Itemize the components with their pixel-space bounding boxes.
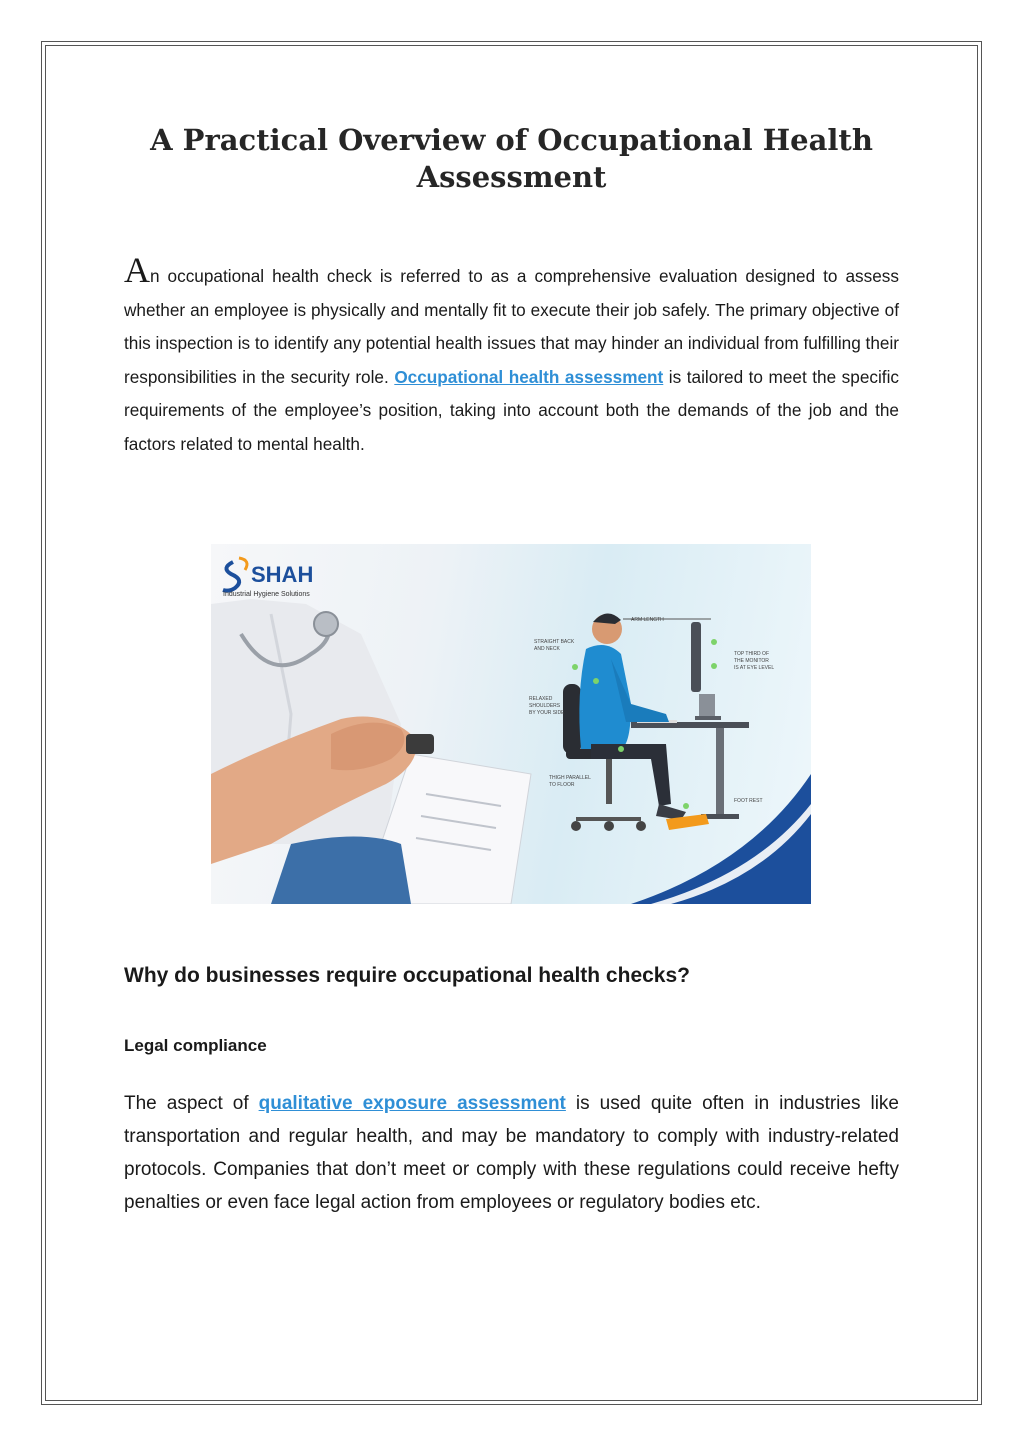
intro-paragraph [124, 250, 899, 461]
stethoscope-head-icon [314, 612, 338, 636]
shah-logo [223, 558, 313, 598]
label-relaxed-3: BY YOUR SIDE [529, 710, 565, 716]
label-thigh-2: TO FLOOR [549, 782, 575, 788]
monitor-icon [691, 622, 701, 692]
label-foot-rest: FOOT REST [734, 798, 763, 804]
chair-icon [563, 684, 581, 754]
logo-tagline: Industrial Hygiene Solutions [223, 591, 310, 598]
label-monitor-2: THE MONITOR [734, 658, 769, 664]
ergonomics-illustration [211, 544, 811, 904]
wristwatch-icon [406, 734, 434, 754]
drop-cap: A [124, 250, 150, 290]
legal-text-start: The aspect of [124, 1093, 259, 1114]
logo-s-icon [223, 562, 239, 591]
label-monitor-1: TOP THIRD OF [734, 651, 770, 657]
intro-text-end: is tailored to meet the specific requirements of the employee’s position, taking into account both the demands of the job and the factors related to mental health. [124, 366, 899, 454]
label-thigh-1: THIGH PARALLEL [549, 775, 591, 781]
legal-text-end: is used quite often in industries like transportation and regular health, and may be mandatory to comply with industry-related protocols. Companies that don’t meet or comply with these regulations could receive hefty penalties or even face legal action from employees or regulatory bodies etc. [124, 1093, 899, 1213]
label-relaxed-1: RELAXED [529, 696, 553, 702]
ergonomic-workstation [529, 613, 774, 831]
label-relaxed-2: SHOULDERS [529, 703, 561, 709]
label-straight-back-1: STRAIGHT BACK [534, 639, 575, 645]
label-arm-length: ARM LENGTH [631, 617, 664, 623]
subheading-legal-compliance: Legal compliance [124, 1036, 267, 1055]
qualitative-exposure-assessment-link[interactable]: qualitative exposure assessment [258, 1093, 566, 1114]
person-legs [591, 744, 671, 806]
occupational-health-assessment-link[interactable]: Occupational health assessment [394, 366, 664, 387]
logo-name: SHAH [251, 562, 314, 587]
section-heading: Why do businesses require occupational health checks? [124, 964, 690, 987]
label-monitor-3: IS AT EYE LEVEL [734, 665, 775, 671]
intro-text: n occupational health check is referred to as a comprehensive evaluation designed to assess whether an employee is physically and mentally fit to execute their job safely. The primary objective of this inspection is to identify any potential health issues that may hinder an individual from fulfilling their responsibilities in the security role. [124, 266, 899, 387]
legal-compliance-paragraph [124, 1087, 899, 1219]
illustration-svg [211, 544, 811, 904]
patient-sleeve [271, 837, 411, 905]
label-straight-back-2: AND NECK [534, 646, 560, 652]
document-title: A Practical Overview of Occupational Health Assessment [150, 123, 873, 194]
